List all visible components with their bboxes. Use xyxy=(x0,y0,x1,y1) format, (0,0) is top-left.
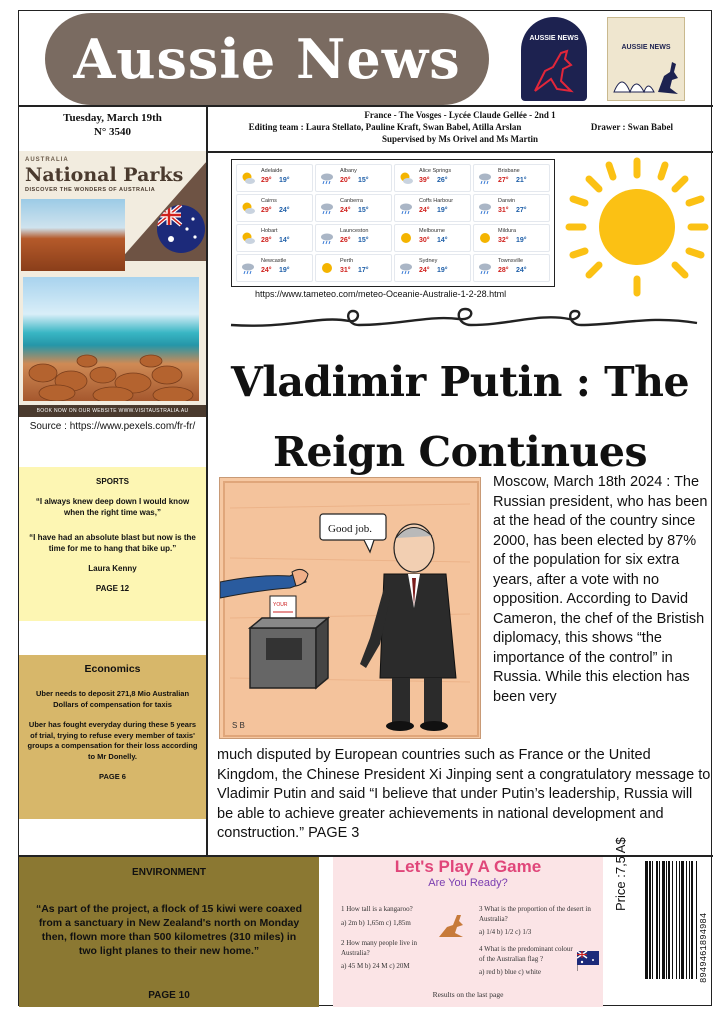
weather-city-name: Hobart xyxy=(261,228,278,234)
svg-text:YOUR: YOUR xyxy=(273,602,288,608)
environment-heading: ENVIRONMENT xyxy=(132,867,206,878)
weather-max-temp: 29° xyxy=(261,177,272,184)
australian-flag-icon xyxy=(577,951,599,971)
weather-max-temp: 24° xyxy=(340,207,351,214)
rain-icon xyxy=(478,261,492,275)
weather-city-name: Perth xyxy=(340,258,354,264)
sun-icon xyxy=(320,261,334,275)
weather-max-temp: 32° xyxy=(498,237,509,244)
kangaroo-logo-dark xyxy=(521,17,587,101)
photo-source: Source : https://www.pexels.com/fr-fr/ xyxy=(29,421,196,432)
weather-min-temp: 19° xyxy=(437,207,448,214)
kangaroo-icon xyxy=(435,909,469,939)
weather-city-name: Albany xyxy=(340,168,357,174)
weather-min-temp: 21° xyxy=(516,177,527,184)
rain-icon xyxy=(478,201,492,215)
economics-page: PAGE 6 xyxy=(99,772,126,781)
kangaroo-icon xyxy=(521,17,587,101)
rain-icon xyxy=(320,171,334,185)
game-footer: Results on the last page xyxy=(432,990,504,999)
issue-number: N° 3540 xyxy=(93,126,132,138)
weather-city-cell xyxy=(473,224,550,252)
putin-cartoon xyxy=(219,477,481,739)
newspaper-page xyxy=(18,10,712,1006)
sun-icon xyxy=(559,157,709,307)
kangaroo-logo-light xyxy=(607,17,685,101)
weather-city-cell xyxy=(394,164,471,192)
weather-city-cell xyxy=(394,254,471,282)
weather-min-temp: 24° xyxy=(279,207,290,214)
question-1: 1 How tall is a kangaroo? a) 2m b) 1,65m c) 1,85m xyxy=(341,905,413,927)
credits-block xyxy=(207,109,713,145)
weather-min-temp: 15° xyxy=(358,237,369,244)
quiz-game-box xyxy=(333,857,603,1007)
weather-max-temp: 26° xyxy=(340,237,351,244)
ad-title: National Parks xyxy=(25,164,184,186)
sun-cloud-icon xyxy=(241,231,255,245)
logo-text: AUSSIE NEWS xyxy=(621,44,671,51)
economics-heading: Economics xyxy=(84,663,141,675)
weather-city-name: Cairns xyxy=(261,198,277,204)
game-subtitle: Are You Ready? xyxy=(428,877,508,889)
weather-max-temp: 31° xyxy=(340,267,351,274)
weather-max-temp: 20° xyxy=(340,177,351,184)
weather-city-name: Newcastle xyxy=(261,258,287,264)
article-column: Moscow, March 18th 2024 : The Russian president, who has been at the head of the country since 2000, has been elected by 87% of the population for six extra years, after a vote with no opposition. According to David Cameron, the chef of the Bristish diplomacy, this shows “the importance of the control” in Russia. While this election has been very xyxy=(493,474,708,705)
weather-min-temp: 15° xyxy=(358,207,369,214)
weather-city-cell xyxy=(473,194,550,222)
weather-min-temp: 19° xyxy=(437,267,448,274)
ad-country: AUSTRALIA xyxy=(25,157,69,163)
sun-cloud-icon xyxy=(241,171,255,185)
weather-city-name: Adelaide xyxy=(261,168,283,174)
rain-icon xyxy=(399,261,413,275)
speech-bubble-text: Good job. xyxy=(328,523,372,535)
headline xyxy=(215,347,705,487)
drawer-credit: Drawer : Swan Babel xyxy=(590,122,673,132)
sports-quote-1: “I always knew deep down I would know when the right time was,” xyxy=(35,497,190,517)
sports-page: PAGE 12 xyxy=(95,584,130,593)
weather-max-temp: 28° xyxy=(498,267,509,274)
masthead-title: Aussie News xyxy=(73,27,461,91)
logo-text: AUSSIE NEWS xyxy=(529,35,579,42)
sun-icon xyxy=(478,231,492,245)
sports-box xyxy=(19,467,206,621)
price-label: Price :7,5 A$ xyxy=(613,837,628,911)
weather-city-name: Launceston xyxy=(340,228,369,234)
weather-min-temp: 19° xyxy=(279,177,290,184)
weather-city-cell xyxy=(315,224,392,252)
weather-min-temp: 26° xyxy=(437,177,448,184)
weather-city-name: Sydney xyxy=(419,258,438,264)
weather-max-temp: 24° xyxy=(419,207,430,214)
rain-icon xyxy=(320,231,334,245)
weather-max-temp: 24° xyxy=(419,267,430,274)
australian-flag-icon xyxy=(157,205,205,253)
headline-line-2: Reign Continues xyxy=(272,428,648,476)
weather-max-temp: 27° xyxy=(498,177,509,184)
ad-footer: BOOK NOW ON OUR WEBSITE WWW.VISITAUSTRALIA.AU xyxy=(19,405,206,417)
sun-cloud-icon xyxy=(399,171,413,185)
economics-text-1: Uber needs to deposit 271,8 Mio Australian Dollars of compensation for taxis xyxy=(35,689,190,709)
weather-max-temp: 29° xyxy=(261,207,272,214)
weather-city-cell xyxy=(473,164,550,192)
weather-city-name: Canberra xyxy=(340,198,363,204)
weather-city-cell xyxy=(236,254,313,282)
weather-city-cell xyxy=(236,224,313,252)
rain-icon xyxy=(478,171,492,185)
masthead-banner xyxy=(45,13,489,105)
weather-source-url: https://www.tameteo.com/meteo-Oceanie-Australie-1-2-28.html xyxy=(255,289,507,299)
weather-city-name: Melbourne xyxy=(419,228,445,234)
environment-box xyxy=(19,857,319,1007)
headline-line-1: Vladimir Putin : The xyxy=(230,358,690,406)
question-3: 3 What is the proportion of the desert in Australia? a) 1/4 b) 1/2 c) 1/3 xyxy=(479,905,591,936)
school-line: France - The Vosges - Lycée Claude Gellée - 2nd 1 xyxy=(364,110,556,120)
weather-max-temp: 24° xyxy=(261,267,272,274)
weather-min-temp: 19° xyxy=(279,267,290,274)
supervised-by: Supervised by Ms Orivel and Ms Martin xyxy=(381,134,538,144)
environment-page: PAGE 10 xyxy=(148,990,190,1001)
issue-date-block xyxy=(19,111,206,139)
weather-city-cell xyxy=(473,254,550,282)
weather-max-temp: 28° xyxy=(261,237,272,244)
sun-cloud-icon xyxy=(241,201,255,215)
weather-city-name: Brisbane xyxy=(498,168,520,174)
weather-min-temp: 19° xyxy=(516,237,527,244)
economics-box xyxy=(19,655,206,819)
editing-team: Editing team : Laura Stellato, Pauline Kraft, Swan Babel, Atilla Arslan xyxy=(248,122,522,132)
weather-min-temp: 15° xyxy=(358,177,369,184)
weather-city-cell xyxy=(394,224,471,252)
barcode-number: 8949461894984 xyxy=(699,912,709,983)
weather-city-name: Coffs Harbour xyxy=(419,198,454,204)
game-title: Let's Play A Game xyxy=(394,857,542,876)
sports-author: Laura Kenny xyxy=(88,564,137,573)
weather-city-name: Mildura xyxy=(498,228,517,234)
weather-city-cell xyxy=(315,164,392,192)
weather-min-temp: 24° xyxy=(516,267,527,274)
weather-min-temp: 14° xyxy=(279,237,290,244)
outback-photo xyxy=(21,199,125,271)
rain-icon xyxy=(241,261,255,275)
weather-max-temp: 39° xyxy=(419,177,430,184)
issue-date: Tuesday, March 19th xyxy=(63,112,162,124)
weather-city-name: Darwin xyxy=(498,198,516,204)
rain-icon xyxy=(399,201,413,215)
question-2: 2 How many people live in Australia? a) 45 M b) 24 M c) 20M xyxy=(341,939,418,970)
svg-text:S B: S B xyxy=(232,721,245,730)
weather-city-name: Alice Springs xyxy=(419,168,452,174)
rain-icon xyxy=(320,201,334,215)
weather-city-cell xyxy=(315,254,392,282)
sun-icon xyxy=(399,231,413,245)
sports-heading: SPORTS xyxy=(96,477,129,486)
question-4: 4 What is the predominant colour of the Australian flag ? a) red b) blue c) white xyxy=(479,945,573,976)
opera-house-kangaroo-icon xyxy=(608,18,686,102)
weather-min-temp: 14° xyxy=(437,237,448,244)
weather-min-temp: 27° xyxy=(516,207,527,214)
weather-city-name: Townsville xyxy=(498,258,524,264)
economics-text-2: Uber has fought everyday during these 5 years of trial, trying to refuse every member of taxis' groups a compensation for their loss according to Mr Donelly. xyxy=(27,720,198,761)
weather-city-cell xyxy=(236,194,313,222)
article-continuation: much disputed by European countries such as France or the United Kingdom, the Chinese President Xi Jinping sent a congratulatory message to Vladimir Putin and said “I believe that under Putin’s leadership, Russia will be able to achieve greater achievements in national development and construction.” PAGE 3 xyxy=(217,747,711,841)
national-parks-ad xyxy=(19,151,206,417)
ad-tagline: DISCOVER THE WONDERS OF AUSTRALIA xyxy=(25,187,156,193)
weather-max-temp: 30° xyxy=(419,237,430,244)
weather-city-cell xyxy=(236,164,313,192)
beach-rocks-photo xyxy=(23,277,199,401)
sports-quote-2: “I have had an absolute blast but now is the time for me to hang that bike up.” xyxy=(29,533,196,553)
weather-widget xyxy=(231,159,555,287)
environment-text: “As part of the project, a flock of 15 kiwi were coaxed from a sanctuary in New Zealand's north on Monday then, flown more than 500 kilometres (310 miles) in two light planes to their new home.” xyxy=(35,903,303,957)
weather-city-cell xyxy=(394,194,471,222)
swirl-divider xyxy=(229,307,699,335)
weather-max-temp: 31° xyxy=(498,207,509,214)
weather-city-cell xyxy=(315,194,392,222)
weather-min-temp: 17° xyxy=(358,267,369,274)
